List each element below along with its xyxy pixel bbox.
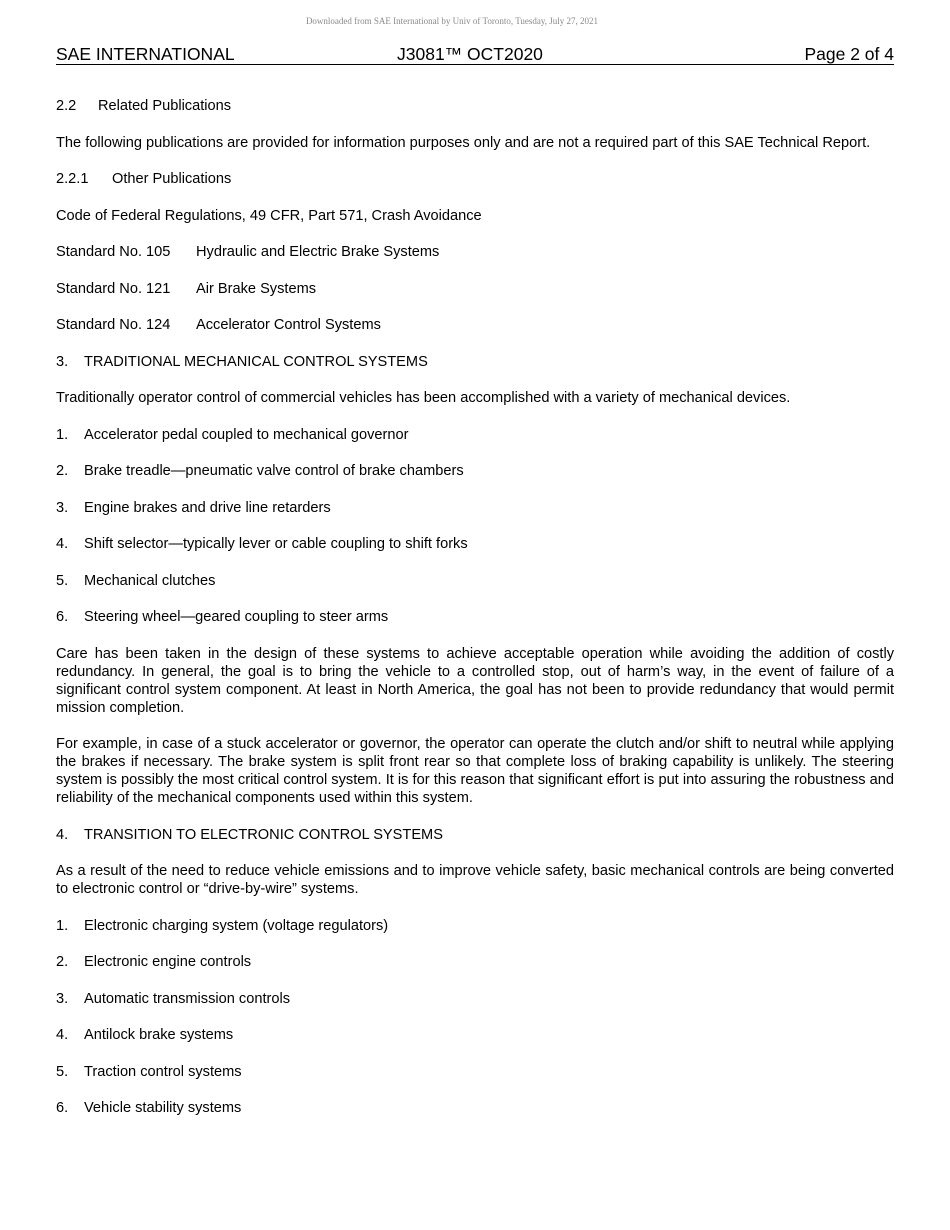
list-item [56,499,894,517]
list-number: 4. [56,1027,69,1043]
list-number: 1. [56,426,69,443]
list-text: Engine brakes and drive line retarders [84,499,331,516]
list-text: Mechanical clutches [84,572,216,589]
standard-title: Hydraulic and Electric Brake Systems [196,244,440,260]
list-text: Vehicle stability systems [84,1100,242,1116]
section-3-intro: Traditionally operator control of commercial vehicles has been accomplished with a variety of mechanical devices. [56,390,791,406]
list-text: Electronic engine controls [84,954,252,970]
list-number: 2. [56,954,69,970]
section-number: 4. [56,826,69,843]
list-text: Automatic transmission controls [84,990,291,1007]
standard-entry [56,243,894,261]
list-number: 6. [56,609,69,625]
section-4-heading [56,826,894,844]
header-page-number: Page 2 of 4 [804,44,894,64]
list-item [56,1063,894,1081]
list-item [56,990,894,1008]
list-number: 3. [56,990,69,1007]
list-text: Brake treadle—pneumatic valve control of brake chambers [84,463,464,479]
list-text: Antilock brake systems [84,1027,234,1043]
section-number: 2.2 [56,98,77,114]
section-2-2-text: The following publications are provided for information purposes only and are not a required part of this SAE Technical Report. [56,134,871,151]
standard-entry [56,316,894,334]
list-number: 4. [56,536,69,552]
section-title: TRANSITION TO ELECTRONIC CONTROL SYSTEMS [84,826,443,843]
standard-title: Air Brake Systems [196,280,317,297]
section-2-2-heading [56,97,894,115]
list-item [56,535,894,553]
cfr-reference: Code of Federal Regulations, 49 CFR, Part 571, Crash Avoidance [56,207,482,224]
document-body [56,97,894,1117]
standard-title: Accelerator Control Systems [196,317,381,333]
section-2-2-1-heading [56,170,894,188]
standard-number: Standard No. 105 [56,244,171,260]
list-text: Traction control systems [84,1063,242,1080]
list-text: Accelerator pedal coupled to mechanical governor [84,426,409,443]
section-3-paragraph-1: Care has been taken in the design of these systems to achieve acceptable operation while avoiding the addition of costly redundancy. In general, the goal is to bring the vehicle to a controlled stop, out of harm’s way, in the event of failure of a significant control system component. At least in North America, the goal has not been to provide redundancy that would permit mission completion. [56,645,894,716]
header-document-id: J3081™ OCT2020 [397,44,543,64]
section-4-intro: As a result of the need to reduce vehicle emissions and to improve vehicle safety, basic mechanical controls are being converted to electronic control or “drive-by-wire” systems. [56,863,894,897]
list-number: 5. [56,572,69,589]
list-item [56,426,894,444]
download-watermark: Downloaded from SAE International by Univ of Toronto, Tuesday, July 27, 2021 [305,16,599,26]
section-title: Related Publications [98,98,232,114]
list-item [56,572,894,590]
list-item [56,917,894,935]
section-title: TRADITIONAL MECHANICAL CONTROL SYSTEMS [84,353,428,370]
list-item [56,462,894,480]
list-item [56,1026,894,1044]
list-item [56,953,894,971]
section-number: 3. [56,353,69,370]
list-number: 5. [56,1063,69,1080]
standard-number: Standard No. 124 [56,317,171,333]
section-3-heading [56,353,894,371]
header-organization: SAE INTERNATIONAL [56,44,235,64]
standard-number: Standard No. 121 [56,280,171,297]
section-number: 2.2.1 [56,171,89,187]
list-item [56,1099,894,1117]
list-number: 1. [56,917,69,934]
list-text: Shift selector—typically lever or cable coupling to shift forks [84,536,468,552]
list-text: Steering wheel—geared coupling to steer arms [84,609,389,625]
list-number: 6. [56,1100,69,1116]
list-number: 3. [56,499,69,516]
section-3-paragraph-2: For example, in case of a stuck accelerator or governor, the operator can operate the clutch and/or shift to neutral while applying the brakes if necessary. The brake system is split front rear so that complete loss of braking capability is unlikely. The steering system is possibly the most critical control system. It is for this reason that significant effort is put into assuring the robustness and reliability of the mechanical components used within this system. [56,736,894,806]
section-title: Other Publications [112,171,232,187]
list-text: Electronic charging system (voltage regulators) [84,917,389,934]
list-number: 2. [56,463,69,479]
standard-entry [56,280,894,298]
list-item [56,608,894,626]
page-header [56,44,894,65]
